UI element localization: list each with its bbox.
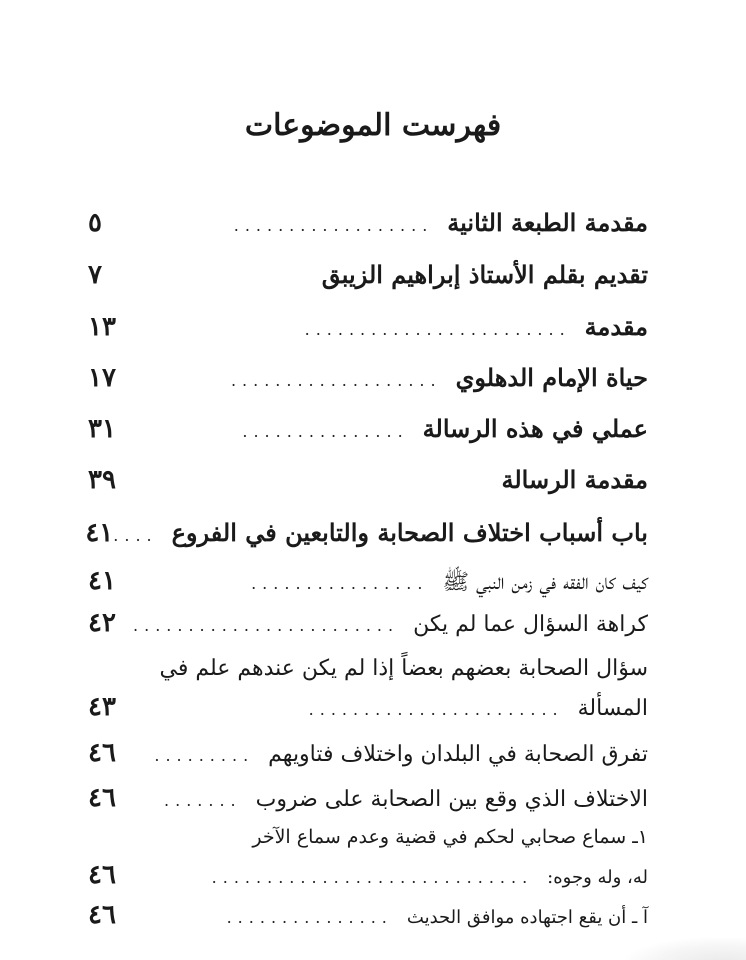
toc-entry-label: مقدمة الطبعة الثانية xyxy=(447,208,648,237)
toc-leader-dots: ............................. xyxy=(211,868,534,887)
toc-entry-label: مقدمة xyxy=(584,312,648,341)
toc-page-number: ٤٢ xyxy=(88,608,116,638)
toc-page-number: ٣١ xyxy=(88,414,116,444)
toc-leader-dots: ................ xyxy=(251,574,429,593)
toc-leader-dots: ......... xyxy=(154,746,255,765)
toc-page-number: ١٧ xyxy=(88,363,116,393)
toc-page-number: ١٣ xyxy=(88,312,116,342)
toc-entry xyxy=(85,518,648,548)
toc-entry xyxy=(88,260,648,290)
toc-entry xyxy=(88,566,648,600)
toc-entry-label: كيف كان الفقه في زمن النبي ﷺ xyxy=(442,570,648,595)
toc-entry xyxy=(88,414,648,444)
toc-leader-dots: ............... xyxy=(242,422,409,441)
toc-entry xyxy=(88,860,648,890)
toc-page-number: ٧ xyxy=(88,260,102,290)
toc-leader-dots: ....................... xyxy=(308,700,564,719)
toc-leader-dots: ........................ xyxy=(133,616,400,635)
toc-entry xyxy=(88,363,648,393)
toc-page-number: ٤٦ xyxy=(88,738,116,768)
toc-leader-dots: ................... xyxy=(230,371,442,390)
toc-leader-dots: .... xyxy=(113,526,158,545)
toc-entry-label: مقدمة الرسالة xyxy=(501,465,648,494)
toc-entry xyxy=(88,608,648,638)
toc-page-number: ٤٦ xyxy=(88,900,116,930)
toc-entry-label: باب أسباب اختلاف الصحابة والتابعين في الفروع xyxy=(171,518,648,547)
toc-page-number: ٤٦ xyxy=(88,783,116,813)
toc-entry-label-continued: سؤال الصحابة بعضهم بعضاً إذا لم يكن عندهم علم في xyxy=(159,656,648,681)
toc-entry-label: له، وله وجوه: xyxy=(547,867,648,888)
toc-entry-label: كراهة السؤال عما لم يكن xyxy=(413,612,648,637)
toc-entry-label: المسألة xyxy=(577,696,648,721)
page-title: فهرست الموضوعات xyxy=(244,108,502,143)
toc-page-number: ٣٩ xyxy=(88,465,116,495)
toc-entry xyxy=(88,692,648,722)
toc-entry xyxy=(88,783,648,813)
toc-entry xyxy=(88,738,648,768)
toc-entry xyxy=(88,208,648,238)
toc-leader-dots: ....... xyxy=(164,791,242,810)
toc-entry xyxy=(88,312,648,342)
toc-page-number: ٤١ xyxy=(85,518,114,548)
toc-leader-dots: ............... xyxy=(226,908,393,927)
toc-entry-label: الاختلاف الذي وقع بين الصحابة على ضروب xyxy=(255,787,648,812)
toc-leader-dots: ........................ xyxy=(304,320,571,339)
toc-page-number: ٤٦ xyxy=(88,860,116,890)
toc-page-number: ٥ xyxy=(88,208,102,238)
toc-entry-label: تفرق الصحابة في البلدان واختلاف فتاويهم xyxy=(268,742,648,767)
toc-entry-label: آ ـ أن يقع اجتهاده موافق الحديث xyxy=(406,907,648,928)
toc-entry-label-continued: ١ـ سماع صحابي لحكم في قضية وعدم سماع الآخر xyxy=(252,826,648,848)
toc-entry xyxy=(88,465,648,495)
toc-page-number: ٤٣ xyxy=(88,692,116,722)
page-corner-shadow xyxy=(626,938,746,960)
toc-entry xyxy=(88,900,648,930)
toc-leader-dots: .................. xyxy=(233,216,434,235)
toc-entry-label: حياة الإمام الدهلوي xyxy=(455,363,648,392)
toc-entry-label: عملي في هذه الرسالة xyxy=(422,414,648,443)
toc-entry-label: تقديم بقلم الأستاذ إبراهيم الزيبق xyxy=(321,260,648,289)
toc-page-number: ٤١ xyxy=(88,566,116,596)
